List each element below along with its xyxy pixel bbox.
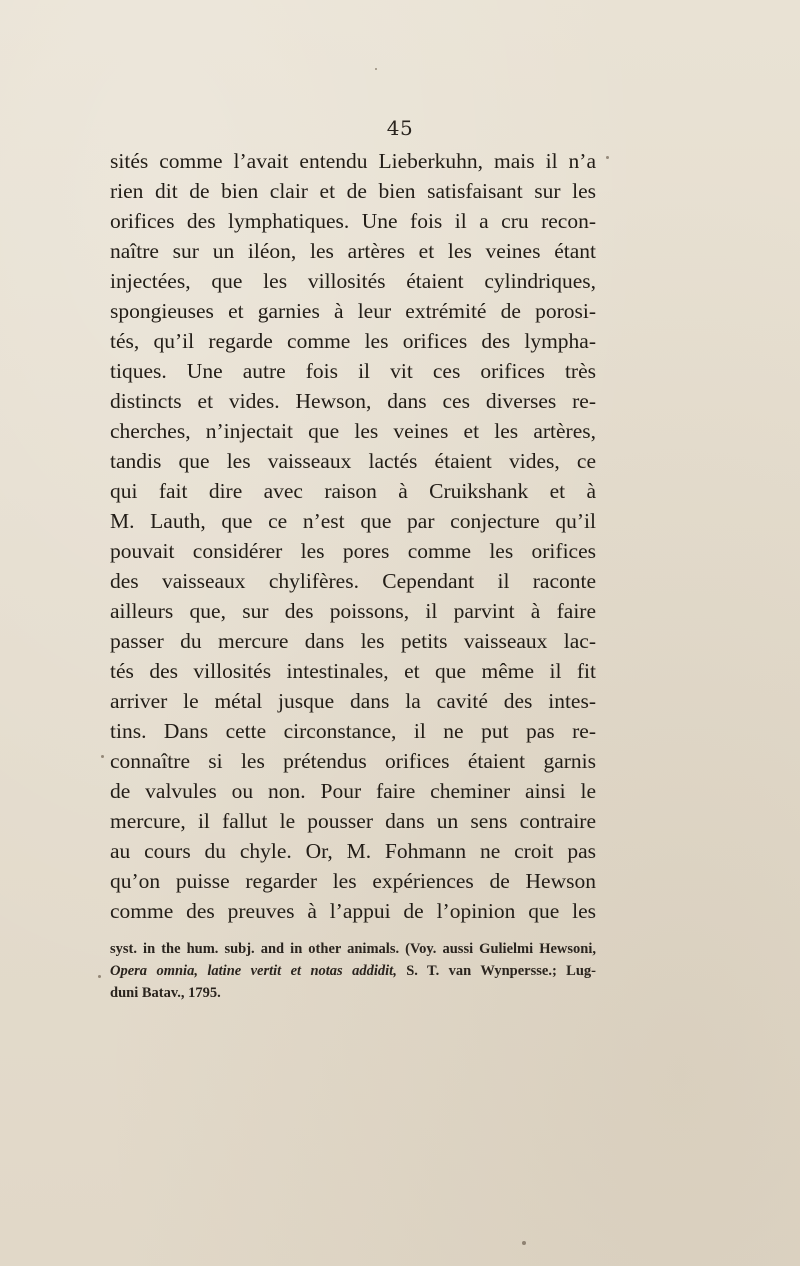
text-line: au cours du chyle. Or, M. Fohmann ne croit pas: [110, 839, 596, 863]
text-line: mercure, il fallut le pousser dans un sens contraire: [110, 809, 596, 833]
text-line: tandis que les vaisseaux lactés étaient vides, ce: [110, 449, 596, 473]
paper-speck: [98, 975, 101, 978]
footnote-italic-title: Opera omnia, latine vertit et notas addidit,: [110, 963, 397, 979]
text-line: arriver le métal jusque dans la cavité des intes-: [110, 689, 596, 713]
text-line: cherches, n’injectait que les veines et les artères,: [110, 419, 596, 443]
text-line: rien dit de bien clair et de bien satisfaisant sur les: [110, 179, 596, 203]
text-line: comme des preuves à l’appui de l’opinion que les: [110, 899, 596, 923]
text-line: qui fait dire avec raison à Cruikshank et à: [110, 479, 596, 503]
text-line: M. Lauth, que ce n’est que par conjecture qu’il: [110, 509, 596, 533]
body-text: [110, 146, 596, 926]
text-line: orifices des lymphatiques. Une fois il a cru recon-: [110, 209, 596, 233]
text-line: spongieuses et garnies à leur extrémité de porosi-: [110, 299, 596, 323]
text-line: pouvait considérer les pores comme les orifices: [110, 539, 596, 563]
text-line: ailleurs que, sur des poissons, il parvint à faire: [110, 599, 596, 623]
text-line: tiques. Une autre fois il vit ces orifices très: [110, 359, 596, 383]
text-line: des vaisseaux chylifères. Cependant il raconte: [110, 569, 596, 593]
text-line: de valvules ou non. Pour faire cheminer ainsi le: [110, 779, 596, 803]
text-line: qu’on puisse regarder les expériences de Hewson: [110, 869, 596, 893]
text-line: connaître si les prétendus orifices étaient garnis: [110, 749, 596, 773]
text-line: tés, qu’il regarde comme les orifices des lympha-: [110, 329, 596, 353]
page-number: 45: [386, 116, 414, 140]
text-line: distincts et vides. Hewson, dans ces diverses re-: [110, 389, 596, 413]
footnote: [110, 938, 596, 1004]
paper-speck: [522, 1241, 526, 1245]
text-line: injectées, que les villosités étaient cylindriques,: [110, 269, 596, 293]
footnote-line: duni Batav., 1795.: [110, 985, 221, 1001]
text-line: tins. Dans cette circonstance, il ne put pas re-: [110, 719, 596, 743]
paper-speck: [101, 755, 104, 758]
text-line: sités comme l’avait entendu Lieberkuhn, mais il n’a: [110, 149, 596, 173]
footnote-line: syst. in the hum. subj. and in other animals. (Voy. aussi Gulielmi Hewsoni,: [110, 941, 596, 957]
text-line: passer du mercure dans les petits vaisseaux lac-: [110, 629, 596, 653]
footnote-text: S. T. van Wynpersse.; Lug-: [396, 963, 596, 979]
paper-speck: [606, 156, 609, 159]
text-line: naître sur un iléon, les artères et les veines étant: [110, 239, 596, 263]
text-line: tés des villosités intestinales, et que même il fit: [110, 659, 596, 683]
paper-speck: [375, 68, 377, 70]
footnote-line: [110, 960, 596, 982]
